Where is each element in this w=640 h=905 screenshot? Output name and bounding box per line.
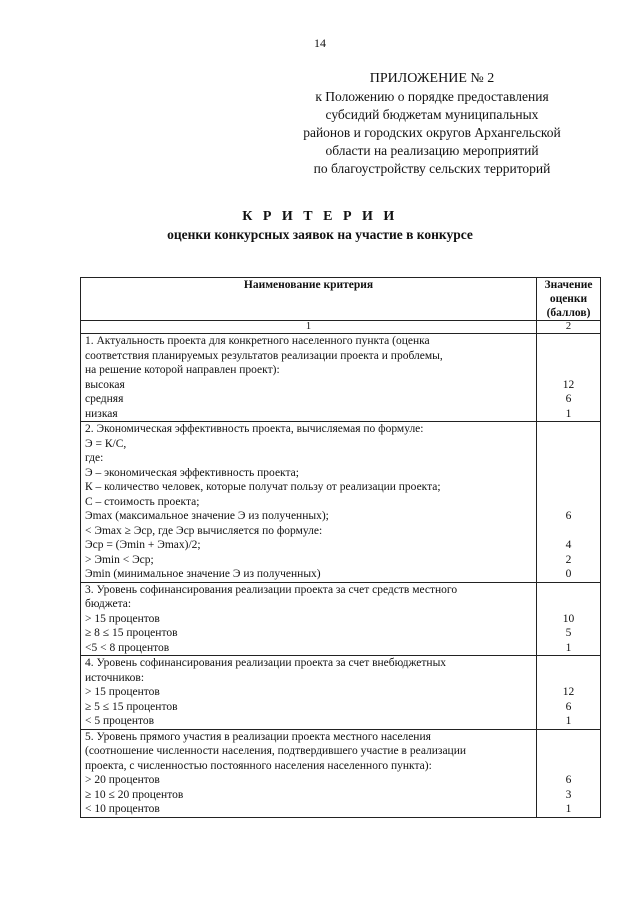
criterion-scores [537,656,601,730]
score-value: 6 [565,774,572,786]
appendix-line: по благоустройству сельских территорий [313,161,551,176]
criterion-line: 5. Уровень прямого участия в реализации проекта местного населения [85,730,431,743]
score-spacer [541,480,596,495]
criterion-line: источников: [85,671,145,684]
criterion-line: > 20 процентов [85,774,160,786]
criterion-line: < Эmax ≥ Эср, где Эср вычисляется по формуле: [85,524,323,537]
criterion-line: Эmin (минимальное значение Э из полученных) [85,568,321,580]
score-value: 6 [565,510,572,522]
criterion-line: (соотношение численности населения, подтвердившего участие в реализации [85,745,467,757]
score-value: 3 [565,788,572,801]
score-value: 1 [565,715,572,727]
header-score-line: оценки [549,293,588,305]
criterion-line: С – стоимость проекта; [85,495,200,508]
criterion-line: соответствия планируемых результатов реализации проекта и проблемы, [85,349,443,362]
appendix-line: к Положению о порядке предоставления [315,89,549,104]
score-spacer [541,583,596,598]
score-spacer [541,744,596,759]
score-spacer [541,495,596,510]
table-row [81,334,601,422]
criterion-line: > Эmin < Эср; [85,553,154,566]
score-value: 5 [565,627,572,639]
document-title: К Р И Т Е Р И И [242,209,398,224]
score-value: 6 [565,700,572,713]
column-number: 2 [537,321,601,334]
criterion-line: на решение которой направлен проект): [85,364,280,376]
criterion-line: низкая [85,407,118,420]
score-spacer [541,437,596,452]
criterion-line: Эср = (Эmin + Эmax)/2; [85,539,201,551]
criterion-line: 3. Уровень софинансирования реализации проекта за счет средств местного [85,583,458,596]
criterion-line: проекта, с численностью постоянного населения населенного пункта): [85,759,432,772]
criterion-line: 2. Экономическая эффективность проекта, вычисляемая по формуле: [85,423,424,435]
score-value: 0 [565,568,572,580]
criterion-line: 4. Уровень софинансирования реализации проекта за счет внебюджетных [85,657,447,669]
appendix-title: ПРИЛОЖЕНИЕ № 2 [369,71,495,86]
score-value: 1 [565,641,572,654]
score-spacer [541,451,596,466]
criterion-line: Э = К/С, [85,437,127,450]
criterion-line: Эmax (максимальное значение Э из полученных); [85,510,329,522]
score-spacer [541,349,596,364]
criterion-description [81,656,537,730]
score-value: 6 [565,393,572,405]
criterion-scores [537,422,601,583]
header-criterion-name: Наименование критерия [81,278,537,321]
criterion-description [81,582,537,656]
score-value: 4 [565,539,572,551]
score-spacer [541,363,596,378]
criterion-line: < 10 процентов [85,803,160,815]
score-spacer [541,597,596,612]
criterion-line: высокая [85,378,125,391]
table-row [81,582,601,656]
score-spacer [541,422,596,437]
table-row [81,422,601,583]
score-spacer [541,671,596,686]
score-spacer [541,759,596,774]
appendix-line: области на реализацию мероприятий [325,143,539,158]
header-score-line: (баллов) [546,307,591,319]
score-spacer [541,334,596,349]
appendix-header [282,70,582,178]
score-spacer [541,730,596,745]
criterion-description [81,729,537,817]
score-spacer [541,656,596,671]
column-number-row [81,321,601,334]
criterion-line: ≥ 5 ≤ 15 процентов [85,700,178,713]
score-value: 12 [562,378,575,391]
document-subtitle: оценки конкурсных заявок на участие в конкурсе [167,227,473,242]
score-spacer [541,466,596,481]
criterion-scores [537,334,601,422]
criterion-scores [537,582,601,656]
criterion-line: К – количество человек, которые получат пользу от реализации проекта; [85,481,441,493]
score-spacer [541,524,596,539]
score-value: 2 [565,553,572,566]
table-row [81,656,601,730]
criterion-scores [537,729,601,817]
table-header-row [81,278,601,321]
criterion-line: средняя [85,393,124,405]
criterion-line: где: [85,452,104,464]
criterion-line: > 15 процентов [85,612,160,625]
score-value: 12 [562,686,575,698]
header-score-line: Значение [544,279,593,291]
page-number: 14 [314,36,326,50]
score-value: 1 [565,803,572,815]
score-value: 1 [565,407,572,420]
criterion-description [81,334,537,422]
criterion-line: 1. Актуальность проекта для конкретного населенного пункта (оценка [85,335,430,347]
criteria-table [80,277,601,818]
appendix-line: субсидий бюджетам муниципальных [325,107,539,122]
column-number: 1 [81,321,537,334]
criterion-line: < 5 процентов [85,715,155,727]
criterion-line: Э – экономическая эффективность проекта; [85,466,299,479]
criterion-line: бюджета: [85,598,132,610]
criterion-line: > 15 процентов [85,686,160,698]
score-value: 10 [562,612,575,625]
table-row [81,729,601,817]
header-score-value [537,278,601,321]
criterion-line: ≥ 10 ≤ 20 процентов [85,788,184,801]
criterion-line: <5 < 8 процентов [85,641,170,654]
criterion-line: ≥ 8 ≤ 15 процентов [85,627,178,639]
appendix-line: районов и городских округов Архангельской [303,125,561,140]
criterion-description [81,422,537,583]
